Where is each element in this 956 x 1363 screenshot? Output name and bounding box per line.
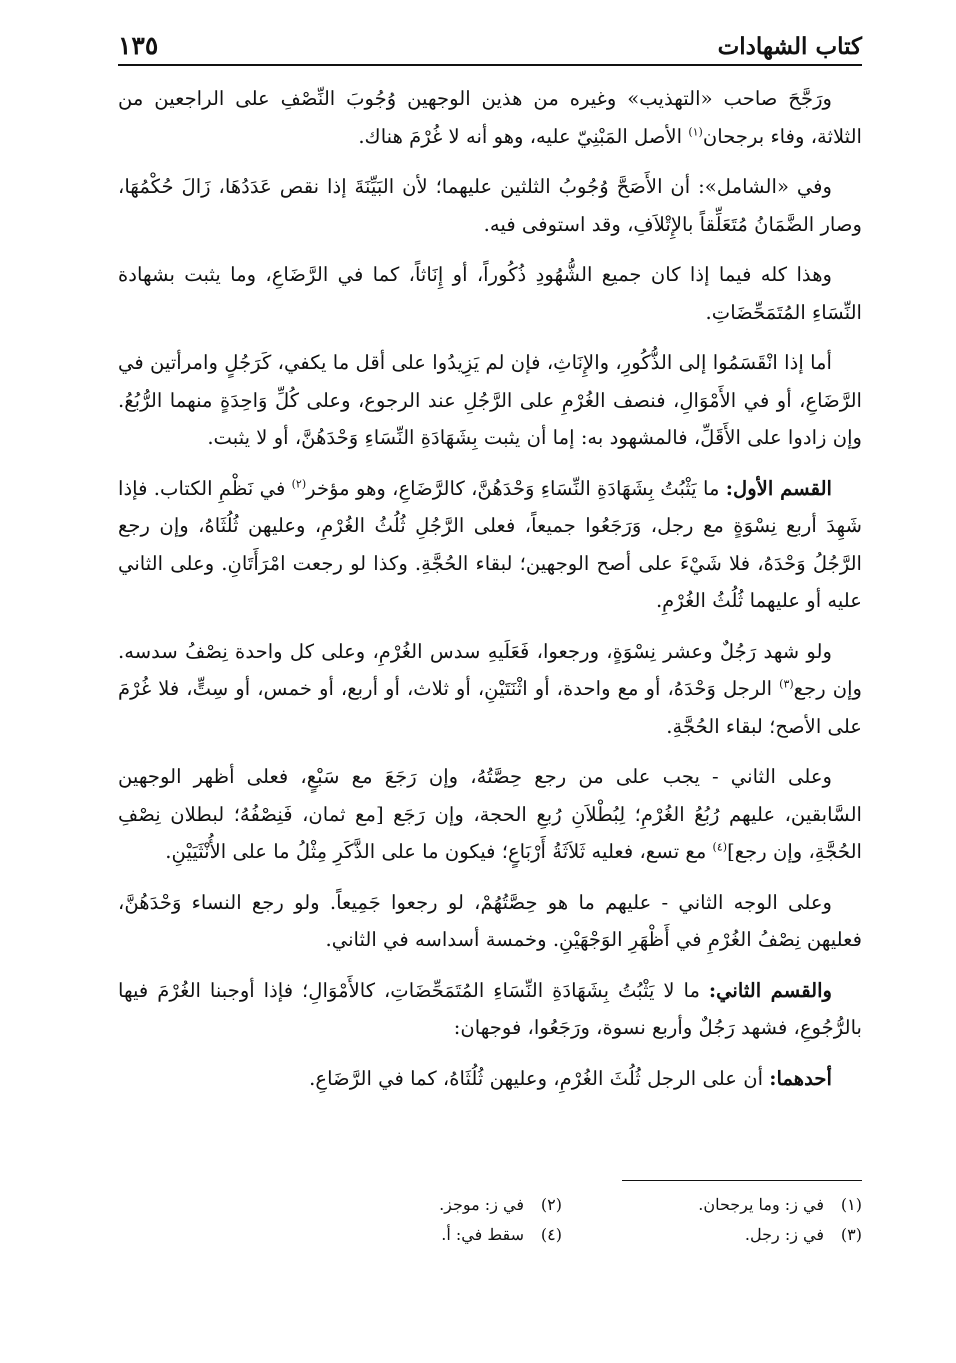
footnote-ref: (١) — [688, 124, 703, 138]
footnote: (١) في ز: وما يرجحان. — [698, 1195, 862, 1214]
paragraph: أحدهما: أن على الرجل ثُلُثَ الغُرْمِ، وعليهن ثُلُثَاهُ، كما في الرَّضَاعِ. — [309, 1066, 832, 1090]
footnotes — [262, 1190, 862, 1250]
footnote: (٤) سقط في: أ. — [441, 1225, 562, 1244]
page-number: ١٣٥ — [118, 31, 159, 60]
section-heading: القسم الأول: — [725, 476, 832, 500]
footnote-divider — [622, 1180, 862, 1181]
footnote: (٣) في ز: رجل. — [744, 1225, 862, 1244]
section-heading: أحدهما: — [769, 1066, 832, 1090]
paragraph: القسم الأول: ما يَثْبُتُ بِشَهَادَةِ النِّسَاءِ وَحْدَهُنَّ، كالرَّضَاعِ، وهو مؤخر$^{(٢)}$ في نَظْمِ الكتاب. فإذا شَهِدَ أربع نِسْوَةٍ مع رجل، وَرَجَعُوا جميعاً، فعلى الرَّجُلِ ثُلُثُ الغُرْمِ، وعليهن ثُلُثَاهُ، وإن رجع الرَّجُلُ وَحْدَهُ، فلا شَيْءَ على أصح الوجهين؛ لبقاء الحُجَّةِ. وكذا لو رجعت امْرَأَتَانِ. وعلى الثاني عليه أو عليهما ثُلُثُ الغُرْمِ. — [118, 476, 862, 612]
paragraph: ورَجَّحَ صاحب «التهذيب» وغيره من هذين الوجهين وُجُوبَ النِّصْفِ على الراجعين من الثلاثة، وفاء برجحان$^{(١)}$ الأصل المَبْنِيّ عليه، وهو أنه لا غُرْمَ هناك. — [118, 87, 862, 148]
running-header — [118, 22, 862, 66]
paragraph: أما إذا انْقَسَمُوا إلى الذُّكُورِ، والإِنَاثِ، فإن لم يَزِيدُوا على أقل ما يكفي، كَرَجُلٍ وامرأتين في الرَّضَاعِ، أو في الأَمْوَالِ، فنصف الغُرْمِ على الرَّجُلِ عند الرجوع، وعلى كُلِّ وَاحِدَةٍ منهما الرُّبُعُ. وإن زادوا على الأَقَلِّ، فالمشهود به: إما أن يثبت بِشَهَادَةِ النِّسَاءِ وَحْدَهُنَّ، أو لا يثبت. — [118, 351, 862, 449]
paragraph: وعلى الوجه الثاني - عليهم ما هو حِصَّتُهُمْ، لو رجعوا جَمِيعاً. ولو رجع النساء وَحْدَهُنَّ، فعليهن نِصْفُ الغُرْمِ في أَظْهَرِ الوَجْهَيْنِ. وخمسة أسداسه في الثاني. — [118, 890, 862, 951]
main-text — [118, 80, 862, 1110]
footnote-ref: (٣) — [779, 677, 794, 691]
section-heading: والقسم الثاني: — [708, 978, 832, 1002]
book-title: كتاب الشهادات — [717, 33, 862, 60]
footnote-ref: (٤) — [712, 840, 728, 854]
paragraph: وعلى الثاني - يجب على من رجع حِصَّتُهُ، وإن رَجَعَ مع سَبْعٍ، فعلى أظهر الوجهين السَّابقين، عليهم رُبُعُ الغُرْمِ؛ لِبُطْلاَنِ رُبعِ الحجة، وإن رَجَع [مع ثمان، فَنِصْفُهُ؛ لبطلان نِصْفِ الحُجَّةِ، وإن رجع]$^{(٤)}$ مع تسع، فعليه ثَلاَثَةُ أَرْبَاعٍ؛ فيكون ما على الذَّكَرِ مِثْلُ ما على الأُنْثَيَيْنِ. — [118, 765, 862, 863]
paragraph: وهذا كله فيما إذا كان جميع الشُّهُودِ ذُكُوراً، أو إِنَاثاً، كما في الرَّضَاعِ، وما يثبت بشهادة النِّسَاءِ المُتَمَحِّضَاتِ. — [118, 263, 862, 324]
paragraph: وفي «الشامل»: أن الأَصَحَّ وُجُوبُ الثلثين عليهما؛ لأن البَيِّنَةَ إذا نقص عَدَدُهَا، زَالَ حُكْمُهَا، وصار الضَّمَانُ مُتَعَلِّقاً بالإِتْلاَفِ، وقد استوفى فيه. — [118, 175, 862, 236]
footnote: (٢) في ز: موجز. — [439, 1195, 562, 1214]
footnote-ref: (٢) — [291, 476, 307, 490]
paragraph: والقسم الثاني: ما لا يَثْبُتُ بِشَهَادَةِ النِّسَاءِ المُتَمَحِّضَاتِ، كالأَمْوَالِ؛ فإذا أوجبنا الغُرْمَ فيها بالرُّجُوعِ، فشهد رَجُلٌ وأربع نسوة، ورَجَعُوا، فوجهان: — [118, 978, 862, 1039]
paragraph: ولو شهد رَجُلٌ وعشر نِسْوَةٍ، ورجعوا، فَعَلَيهِ سدس الغُرْمِ، وعلى كل واحدة نِصْفُ سدسه. وإن رجع$^{(٣)}$ الرجل وَحْدَهُ، أو مع واحدة، أو اثْنَتَيْنِ، أو ثلاث، أو أربع، أو خمس، أو سِتٍّ، فلا غُرْمَ على الأصح؛ لبقاء الحُجَّةِ. — [118, 639, 862, 738]
